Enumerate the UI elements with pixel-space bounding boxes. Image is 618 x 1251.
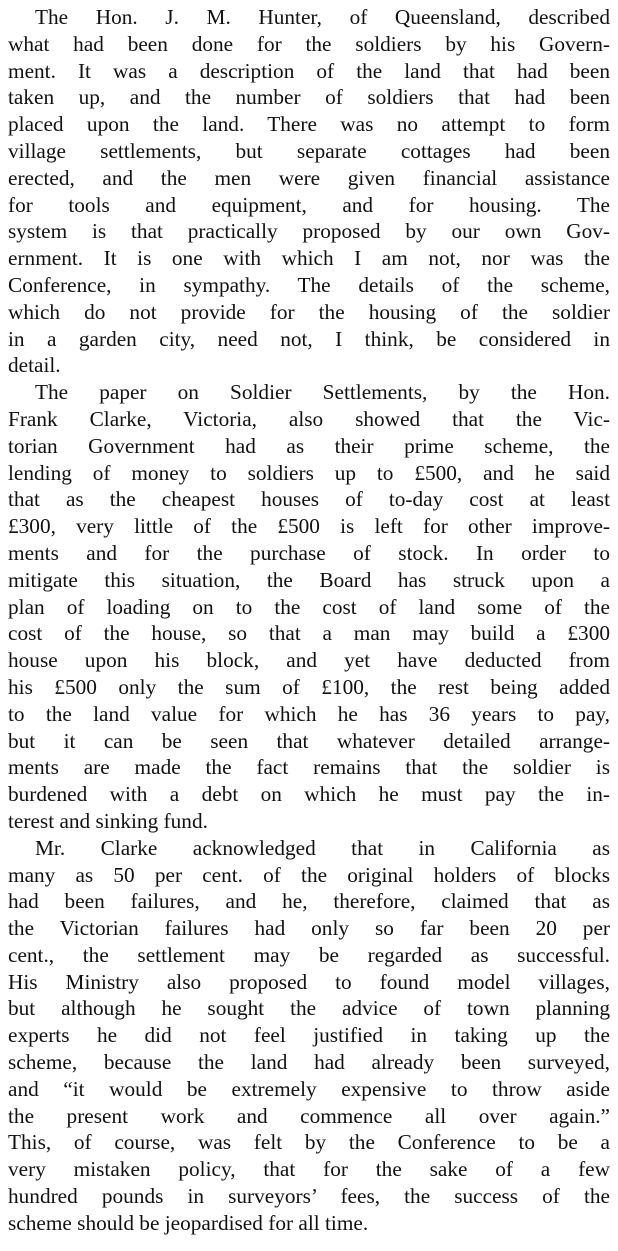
text-line: in a garden city, need not, I think, be considered in <box>8 326 610 351</box>
text-line: house upon his block, and yet have deducted from <box>8 648 610 673</box>
text-line: but although he sought the advice of town planning <box>8 996 610 1021</box>
text-line: Conference, in sympathy. The details of the scheme, <box>8 272 610 297</box>
text-line: lending of money to soldiers up to £500, and he said <box>8 460 610 485</box>
text-line: but it can be seen that whatever detailed arrange- <box>8 728 610 753</box>
text-line: the Victorian failures had only so far been 20 per <box>8 916 610 941</box>
text-line: The paper on Soldier Settlements, by the Hon. <box>35 380 610 405</box>
text-line: The Hon. J. M. Hunter, of Queensland, described <box>35 5 610 29</box>
text-line: experts he did not feel justified in taking up the <box>8 1023 610 1048</box>
text-line: This, of course, was felt by the Conference to be a <box>8 1130 610 1155</box>
text-line: to the land value for which he has 36 years to pay, <box>8 701 610 726</box>
text-line: taken up, and the number of soldiers that had been <box>8 85 610 110</box>
text-line: many as 50 per cent. of the original holders of blocks <box>8 862 610 887</box>
text-line: His Ministry also proposed to found model villages, <box>8 969 610 994</box>
text-line: Mr. Clarke acknowledged that in California as <box>35 835 610 860</box>
text-line: which do not provide for the housing of the soldier <box>8 299 610 324</box>
text-line: scheme should be jeopardised for all time. <box>8 1210 369 1235</box>
text-line: system is that practically proposed by our own Gov- <box>8 219 610 244</box>
text-line: cent., the settlement may be regarded as successful. <box>8 942 610 967</box>
text-line: his £500 only the sum of £100, the rest being added <box>8 674 610 699</box>
text-line: mitigate this situation, the Board has struck upon a <box>8 567 610 592</box>
text-line: hundred pounds in surveyors’ fees, the success of the <box>8 1184 610 1209</box>
text-line: scheme, because the land had already been surveyed, <box>8 1050 610 1075</box>
text-line: ment. It was a description of the land that had been <box>8 58 610 83</box>
text-line: had been failures, and he, therefore, claimed that as <box>8 889 610 914</box>
text-line: terest and sinking fund. <box>8 808 208 833</box>
text-line: ments are made the fact remains that the soldier is <box>8 755 610 780</box>
text-line: for tools and equipment, and for housing. The <box>8 192 610 217</box>
text-line: ernment. It is one with which I am not, nor was the <box>8 246 610 271</box>
text-line: Frank Clarke, Victoria, also showed that the Vic- <box>8 406 610 431</box>
text-line: that as the cheapest houses of to-day cost at least <box>8 487 610 512</box>
text-line: placed upon the land. There was no attempt to form <box>8 112 610 137</box>
paragraph-hunter <box>8 4 610 379</box>
paragraph-clarke-paper <box>8 379 610 835</box>
text-line: torian Government had as their prime scheme, the <box>8 433 610 458</box>
text-line: detail. <box>8 353 61 378</box>
text-line: plan of loading on to the cost of land some of the <box>8 594 610 619</box>
text-line: ments and for the purchase of stock. In order to <box>8 540 610 565</box>
text-line: erected, and the men were given financial assistance <box>8 165 610 190</box>
text-line: what had been done for the soldiers by his Govern- <box>8 31 610 56</box>
text-line: very mistaken policy, that for the sake of a few <box>8 1157 610 1182</box>
text-line: and “it would be extremely expensive to throw aside <box>8 1076 610 1101</box>
text-line: £300, very little of the £500 is left for other improve- <box>8 514 610 539</box>
paragraph-california <box>8 835 610 1237</box>
text-line: the present work and commence all over again.” <box>8 1103 610 1128</box>
text-line: burdened with a debt on which he must pay the in- <box>8 782 610 807</box>
text-line: village settlements, but separate cottages had been <box>8 138 610 163</box>
text-line: cost of the house, so that a man may build a £300 <box>8 621 610 646</box>
